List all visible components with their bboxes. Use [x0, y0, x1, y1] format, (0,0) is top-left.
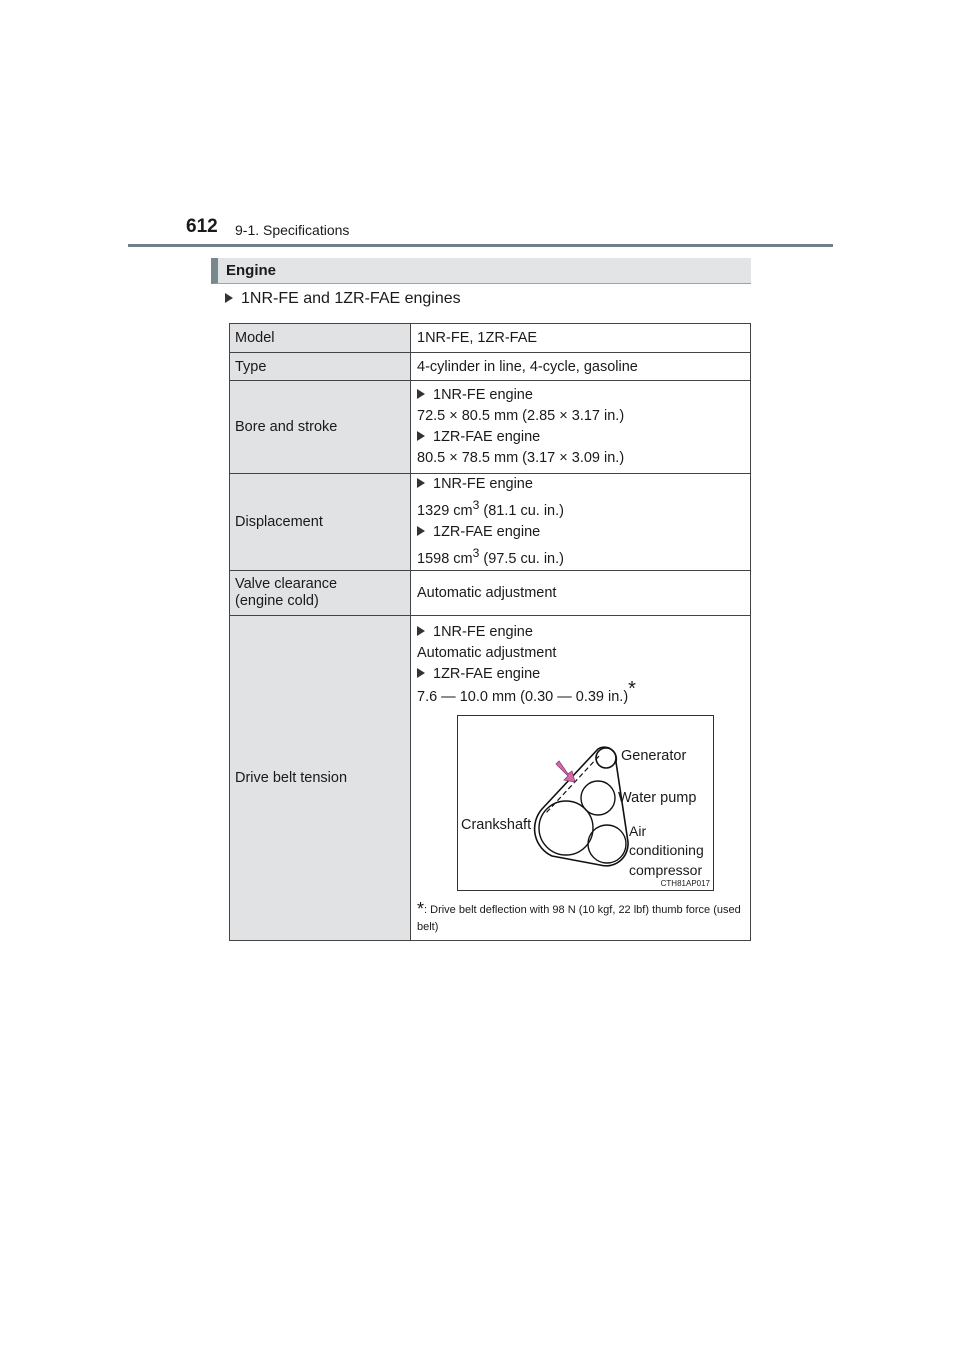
row-value — [411, 381, 751, 474]
crankshaft-pulley — [539, 801, 593, 855]
subheading-text: 1NR-FE and 1ZR-FAE engines — [241, 290, 461, 307]
row-value: 1NR-FE, 1ZR-FAE — [411, 324, 751, 353]
engine-variant-heading: 1NR-FE engine — [417, 622, 744, 643]
row-label: Displacement — [230, 474, 411, 571]
triangle-bullet-icon — [417, 478, 425, 488]
engine-variant-value: 1598 $cm^3$ (97.5 cu. in.) — [417, 545, 564, 567]
section-bar-title: Engine — [226, 262, 277, 279]
subheading — [225, 290, 461, 308]
row-label: Bore and stroke — [230, 381, 411, 474]
footnote-star: * — [417, 898, 425, 919]
engine-variant-value: 80.5 × 78.5 mm (3.17 × 3.09 in.) — [417, 450, 625, 466]
page-number: 612 — [186, 216, 218, 237]
footnote-marker: * — [628, 677, 636, 700]
row-label: Model — [230, 324, 411, 353]
header-divider — [128, 244, 833, 247]
engine-variant-heading: 1NR-FE engine — [417, 385, 744, 406]
triangle-bullet-icon — [225, 293, 233, 303]
section-title: 9-1. Specifications — [235, 222, 350, 238]
engine-variant-heading: 1ZR-FAE engine — [417, 522, 744, 543]
table-row-type — [230, 353, 751, 381]
pressing-arrow-icon — [556, 761, 575, 782]
figure-code: CTH81AP017 — [660, 878, 710, 888]
table-row-displacement — [230, 474, 751, 571]
triangle-bullet-icon — [417, 526, 425, 536]
footnote-text: : Drive belt deflection with 98 N (10 kgf, 22 lbf) thumb force (used belt) — [417, 903, 741, 933]
spec-table — [229, 323, 751, 941]
table-row-model — [230, 324, 751, 353]
row-label: Drive belt tension — [230, 615, 411, 940]
triangle-bullet-icon — [417, 626, 425, 636]
row-label: Valve clearance (engine cold) — [230, 570, 411, 615]
table-row-valve — [230, 570, 751, 615]
row-value — [411, 615, 751, 940]
table-row-bore — [230, 381, 751, 474]
label-crankshaft: Crankshaft — [461, 816, 532, 833]
ac-compressor-pulley — [588, 825, 626, 863]
section-bar — [211, 258, 751, 284]
triangle-bullet-icon — [417, 431, 425, 441]
label-ac-compressor: Air conditioning compressor — [629, 822, 704, 878]
engine-variant-heading: 1NR-FE engine — [417, 474, 744, 495]
drive-belt-diagram — [457, 715, 714, 891]
label-generator: Generator — [621, 747, 687, 764]
engine-variant-value: 72.5 × 80.5 mm (2.85 × 3.17 in.) — [417, 408, 625, 424]
triangle-bullet-icon — [417, 668, 425, 678]
engine-variant-value: 7.6 — 10.0 mm (0.30 — 0.39 in.)* — [417, 677, 636, 705]
row-label: Type — [230, 353, 411, 381]
triangle-bullet-icon — [417, 389, 425, 399]
row-value — [411, 474, 751, 571]
label-water-pump: Water pump — [618, 789, 697, 806]
table-row-belt — [230, 615, 751, 940]
row-value: 4-cylinder in line, 4-cycle, gasoline — [411, 353, 751, 381]
deflection-dashed-line — [546, 756, 599, 813]
footnote — [417, 899, 744, 940]
engine-variant-heading: 1ZR-FAE engine — [417, 427, 744, 448]
engine-variant-value: Automatic adjustment — [417, 644, 557, 661]
engine-variant-value: 1329 $cm^3$ (81.1 cu. in.) — [417, 498, 564, 519]
engine-variant-heading: 1ZR-FAE engine — [417, 664, 744, 685]
row-value: Automatic adjustment — [411, 570, 751, 615]
